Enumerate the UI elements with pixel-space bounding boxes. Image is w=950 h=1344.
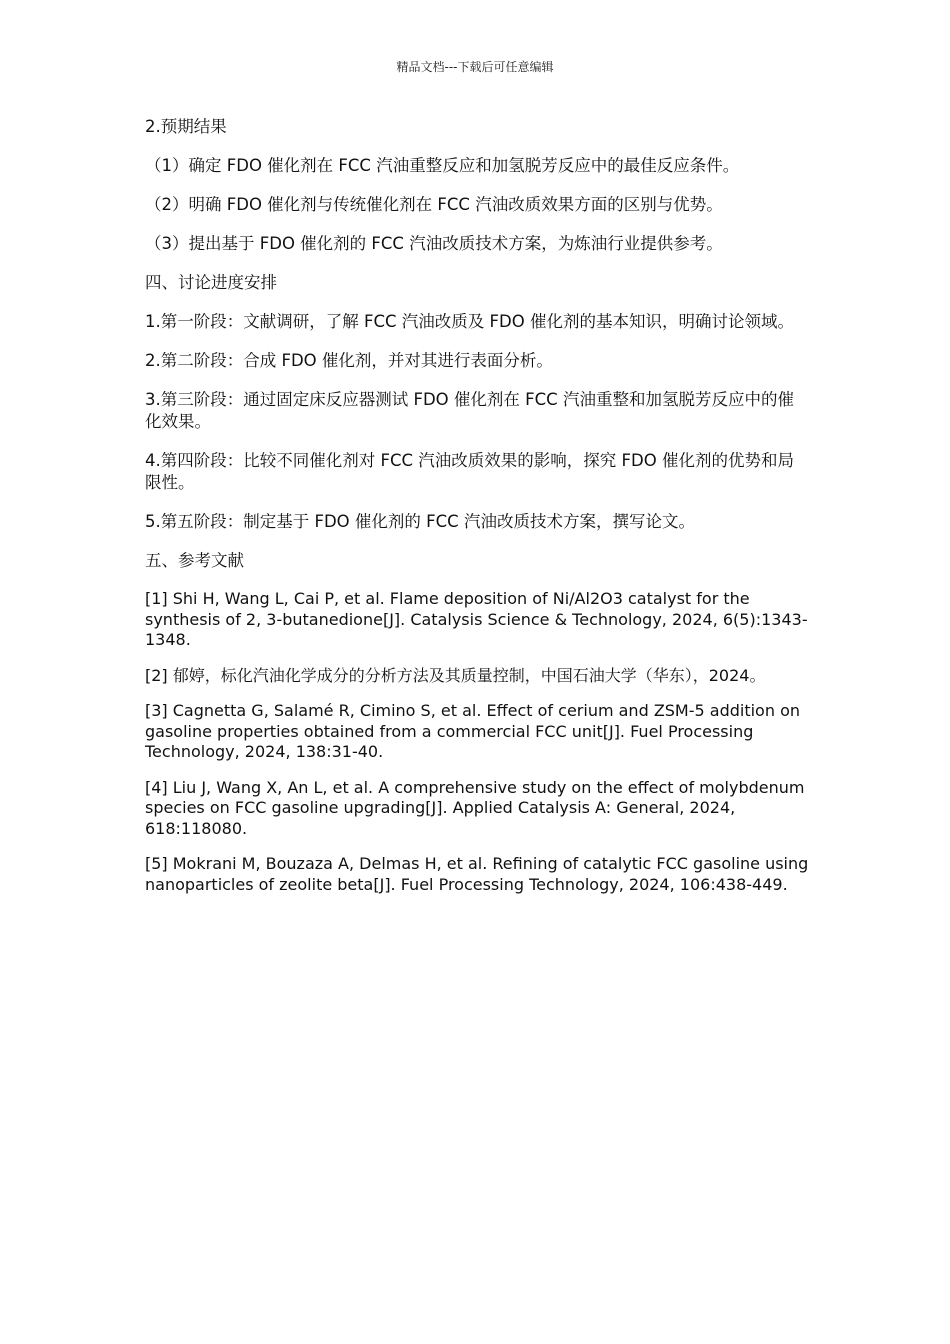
reference-item-4: [4] Liu J, Wang X, An L, et al. A comprehensive study on the effect of molybdenum species on FCC gasoline upgrading[J]. Applied Catalysis A: General, 2024, 618:118080. [145,777,805,838]
schedule-item-2: 2.第二阶段：合成 FDO 催化剂，并对其进行表面分析。 [145,351,553,370]
result-item-2: （2）明确 FDO 催化剂与传统催化剂在 FCC 汽油改质效果方面的区别与优势。 [145,195,723,214]
schedule-heading: 四、讨论进度安排 [145,273,277,292]
reference-item-2: [2] 郁婷，标化汽油化学成分的分析方法及其质量控制，中国石油大学（华东），2024。 [145,665,766,685]
reference-item-1: [1] Shi H, Wang L, Cai P, et al. Flame deposition of Ni/Al2O3 catalyst for the synthesis of 2, 3-butanedione[J]. Catalysis Science & Technology, 2024, 6(5):1343-1348. [145,589,808,649]
schedule-item-4: 4.第四阶段：比较不同催化剂对 FCC 汽油改质效果的影响，探究 FDO 催化剂的优势和局限性。 [145,451,794,492]
references-heading: 五、参考文献 [145,551,244,570]
page-header: 精品文档---下载后可任意编辑 [396,60,554,74]
reference-item-3: [3] Cagnetta G, Salamé R, Cimino S, et al. Effect of cerium and ZSM-5 addition on gasoline properties obtained from a commercial FCC unit[J]. Fuel Processing Technology, 2024, 138:31-40. [145,701,800,761]
document-body [145,116,810,910]
result-item-1: （1）确定 FDO 催化剂在 FCC 汽油重整反应和加氢脱芳反应中的最佳反应条件。 [145,156,740,175]
schedule-item-1: 1.第一阶段：文献调研，了解 FCC 汽油改质及 FDO 催化剂的基本知识，明确讨论领域。 [145,312,794,331]
reference-item-5: [5] Mokrani M, Bouzaza A, Delmas H, et al. Refining of catalytic FCC gasoline using nanoparticles of zeolite beta[J]. Fuel Processing Technology, 2024, 106:438-449. [145,854,809,894]
results-heading: 2.预期结果 [145,117,227,136]
result-item-3: （3）提出基于 FDO 催化剂的 FCC 汽油改质技术方案，为炼油行业提供参考。 [145,234,723,253]
schedule-item-5: 5.第五阶段：制定基于 FDO 催化剂的 FCC 汽油改质技术方案，撰写论文。 [145,512,695,531]
schedule-item-3: 3.第三阶段：通过固定床反应器测试 FDO 催化剂在 FCC 汽油重整和加氢脱芳反应中的催化效果。 [145,390,794,431]
